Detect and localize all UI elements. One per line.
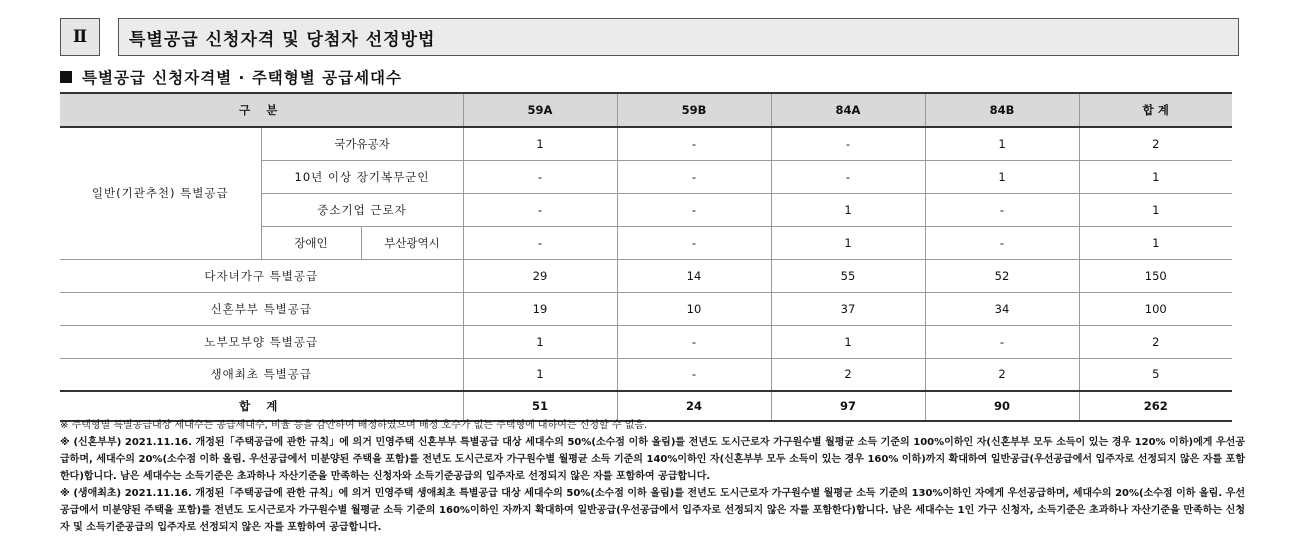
row-label: 중소기업 근로자 (261, 193, 463, 226)
table-row (60, 292, 1232, 325)
row-label: 장애인 (261, 226, 361, 259)
table-row (60, 325, 1232, 358)
cell-value: 52 (925, 259, 1079, 292)
cell-value: 34 (925, 292, 1079, 325)
cell-value: 1 (771, 193, 925, 226)
cell-value: - (617, 325, 771, 358)
cell-value: 10 (617, 292, 771, 325)
section-number: Ⅱ (60, 18, 100, 56)
cell-total: 5 (1079, 358, 1232, 391)
note-general: ※ 주택형별 특별공급대상 세대수는 공급세대수, 비율 등을 감안하여 배정하였으며 배정 호수가 없는 주택형에 대하여는 신청할 수 없음. (60, 420, 648, 431)
total-value: 90 (925, 391, 1079, 421)
note-first-home: ※ (생애최초) 2021.11.16. 개정된「주택공급에 관한 규칙」에 의거 민영주택 생애최초 특별공급 대상 세대수의 50%(소수점 이하 올림)를 전년도 도시근로자 가구원수별 월평균 소득 기준의 130%이하인 자에게 우선공급하며, 세대수의 20%(소수점 이하 올림. 우선공급에서 미분양된 주택을 포함)를 전년도 도시근로자 가구원수별 월평균 소득 기준의 160%이하인 자까지 확대하여 일반공급(우선공급에서 입주자로 선정되지 않은 자를 포함한다)합니다. 남은 세대수는 1인 가구 신청자, 소득기준은 초과하나 자산기준을 만족하는 신청자 및 소득기준공급의 입주자로 선정되지 않은 자를 포함하여 공급합니다. (60, 488, 1245, 533)
cell-value: - (925, 226, 1079, 259)
cell-value: 14 (617, 259, 771, 292)
cell-total: 1 (1079, 193, 1232, 226)
cell-value: 2 (925, 358, 1079, 391)
cell-total: 2 (1079, 325, 1232, 358)
general-group-label: 일반(기관추천) 특별공급 (60, 127, 261, 259)
cell-value: - (771, 127, 925, 160)
grand-total-value: 262 (1079, 391, 1232, 421)
cell-total: 150 (1079, 259, 1232, 292)
row-label: 국가유공자 (261, 127, 463, 160)
row-label: 다자녀가구 특별공급 (60, 259, 463, 292)
cell-value: 37 (771, 292, 925, 325)
cell-value: 1 (771, 325, 925, 358)
square-bullet-icon (60, 71, 72, 83)
cell-value: 1 (771, 226, 925, 259)
cell-value: 2 (771, 358, 925, 391)
cell-value: - (771, 160, 925, 193)
cell-total: 1 (1079, 226, 1232, 259)
cell-value: 1 (463, 127, 617, 160)
cell-value: - (617, 193, 771, 226)
cell-value: - (463, 160, 617, 193)
cell-value: - (617, 358, 771, 391)
cell-value: 1 (463, 358, 617, 391)
row-label: 10년 이상 장기복무군인 (261, 160, 463, 193)
subtitle-text: 특별공급 신청자격별 · 주택형별 공급세대수 (82, 69, 402, 87)
section-title-box (118, 18, 1239, 56)
row-label: 신혼부부 특별공급 (60, 292, 463, 325)
table-header-row (60, 93, 1232, 127)
table-row (60, 259, 1232, 292)
cell-value: - (463, 226, 617, 259)
cell-value: 1 (925, 127, 1079, 160)
cell-value: 55 (771, 259, 925, 292)
row-label: 노부모부양 특별공급 (60, 325, 463, 358)
header-total: 합 계 (1079, 93, 1232, 127)
supply-table (60, 92, 1232, 422)
cell-total: 2 (1079, 127, 1232, 160)
cell-value: 29 (463, 259, 617, 292)
cell-value: - (463, 193, 617, 226)
header-type: 84A (771, 93, 925, 127)
total-value: 24 (617, 391, 771, 421)
cell-value: 19 (463, 292, 617, 325)
cell-value: 1 (463, 325, 617, 358)
cell-value: - (925, 325, 1079, 358)
total-value: 51 (463, 391, 617, 421)
table-row (60, 127, 1232, 160)
cell-value: - (617, 160, 771, 193)
header-type: 59A (463, 93, 617, 127)
section-header (60, 18, 1240, 56)
cell-value: 1 (925, 160, 1079, 193)
cell-total: 100 (1079, 292, 1232, 325)
cell-value: - (925, 193, 1079, 226)
row-label: 생애최초 특별공급 (60, 358, 463, 391)
cell-value: - (617, 226, 771, 259)
total-label: 합 계 (60, 391, 463, 421)
subtitle (60, 66, 402, 88)
notes (60, 417, 1245, 536)
cell-total: 1 (1079, 160, 1232, 193)
cell-value: - (617, 127, 771, 160)
header-type: 84B (925, 93, 1079, 127)
table-row (60, 358, 1232, 391)
row-sub-label: 부산광역시 (361, 226, 463, 259)
header-category: 구 분 (60, 93, 463, 127)
section-title: 특별공급 신청자격 및 당첨자 선정방법 (129, 29, 436, 50)
total-value: 97 (771, 391, 925, 421)
note-newlywed: ※ (신혼부부) 2021.11.16. 개정된「주택공급에 관한 규칙」에 의거 민영주택 신혼부부 특별공급 대상 세대수의 50%(소수점 이하 올림)를 전년도 도시근로자 가구원수별 월평균 소득 기준의 100%이하인 자(신혼부부 모두 소득이 있는 경우 120% 이하)에게 우선공급하며, 세대수의 20%(소수점 이하 올림. 우선공급에서 미분양된 주택을 포함)를 전년도 도시근로자 가구원수별 월평균 소득 기준의 140%이하인 자(신혼부부 모두 소득이 있는 경우 160% 이하)까지 확대하여 일반공급(우선공급에서 입주자로 선정되지 않은 자를 포함한다)합니다. 남은 세대수는 소득기준은 초과하나 자산기준을 만족하는 신청자와 소득기준공급의 입주자로 선정되지 않은 자를 포함하여 공급합니다. (60, 437, 1245, 482)
header-type: 59B (617, 93, 771, 127)
